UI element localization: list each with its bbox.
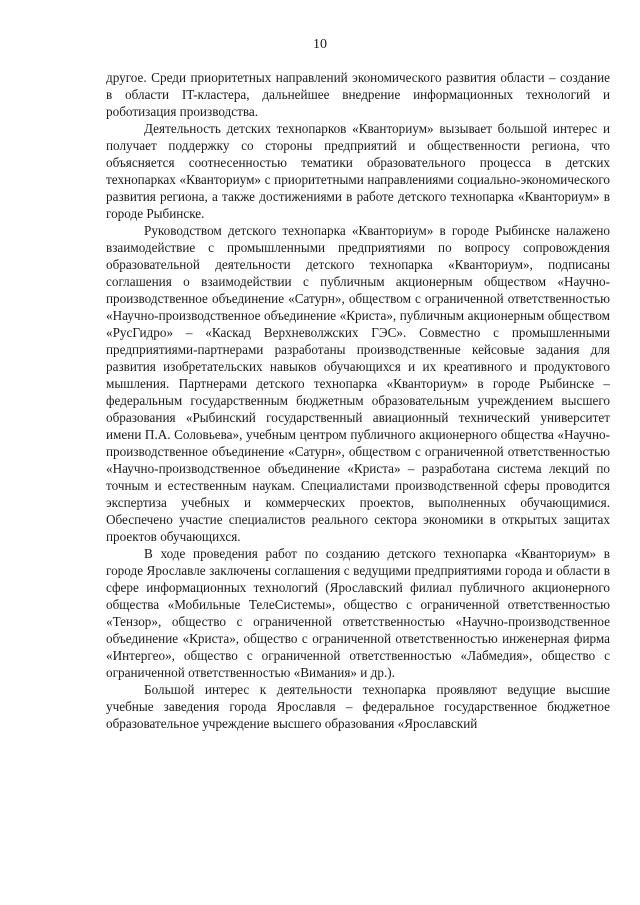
paragraph-2: Деятельность детских технопарков «Кванториум» вызывает большой интерес и получает поддержку со стороны предприятий и общественности региона, что объясняется соотнесенностью тематики образовательного процесса в детских технопарках «Кванториум» с приоритетными направлениями социально-экономического развития региона, а также достижениями в работе детского технопарка «Кванториум» в городе Рыбинске.: [106, 121, 610, 221]
paragraph-1: другое. Среди приоритетных направлений экономического развития области – создание в области IT-кластера, дальнейшее внедрение информационных технологий и роботизация производства.: [106, 70, 610, 119]
page-number: 10: [313, 37, 327, 52]
body-text: [106, 69, 610, 732]
paragraph-3: Руководством детского технопарка «Кванториум» в городе Рыбинске налажено взаимодействие с промышленными предприятиями по вопросу сопровождения образовательной деятельности детского технопарка «Кванториум», подписаны соглашения о взаимодействии с публичным акционерным обществом «Научно-производственное объединение «Сатурн», обществом с ограниченной ответственностью «Научно-производственное объединение «Криста», публичным акционерным обществом «РусГидро» – «Каскад Верхневолжских ГЭС». Совместно с промышленными предприятиями-партнерами разработаны производственные кейсовые задания для развития изобретательских навыков обучающихся и их креативного и продуктового мышления. Партнерами детского технопарка «Кванториум» в городе Рыбинске – федеральным государственным бюджетным образовательным учреждением высшего образования «Рыбинский государственный авиационный технический университет имени П.А. Соловьева», учебным центром публичного акционерного общества «Научно-производственное объединение «Сатурн», обществом с ограниченной ответственностью «Научно-производственное объединение «Криста» – разработана система лекций по точным и естественным наукам. Специалистами производственной сферы проводится экспертиза учебных и коммерческих проектов, выполненных обучающимися. Обеспечено участие специалистов реального сектора экономики в открытых защитах проектов обучающихся.: [106, 223, 610, 544]
paragraph-4: В ходе проведения работ по созданию детского технопарка «Кванториум» в городе Ярославле заключены соглашения с ведущими предприятиями города и области в сфере информационных технологий (Ярославский филиал публичного акционерного общества «Мобильные ТелеСистемы», общество с ограниченной ответственностью «Тензор», общество с ограниченной ответственностью «Научно-производственное объединение «Криста», общество с ограниченной ответственностью инженерная фирма «Интергео», общество с ограниченной ответственностью «Лабмедия», общество с ограниченной ответственностью «Вимания» и др.).: [106, 546, 610, 680]
paragraph-5: Большой интерес к деятельности технопарка проявляют ведущие высшие учебные заведения города Ярославля – федеральное государственное бюджетное образовательное учреждение высшего образования «Ярославский: [106, 682, 610, 731]
